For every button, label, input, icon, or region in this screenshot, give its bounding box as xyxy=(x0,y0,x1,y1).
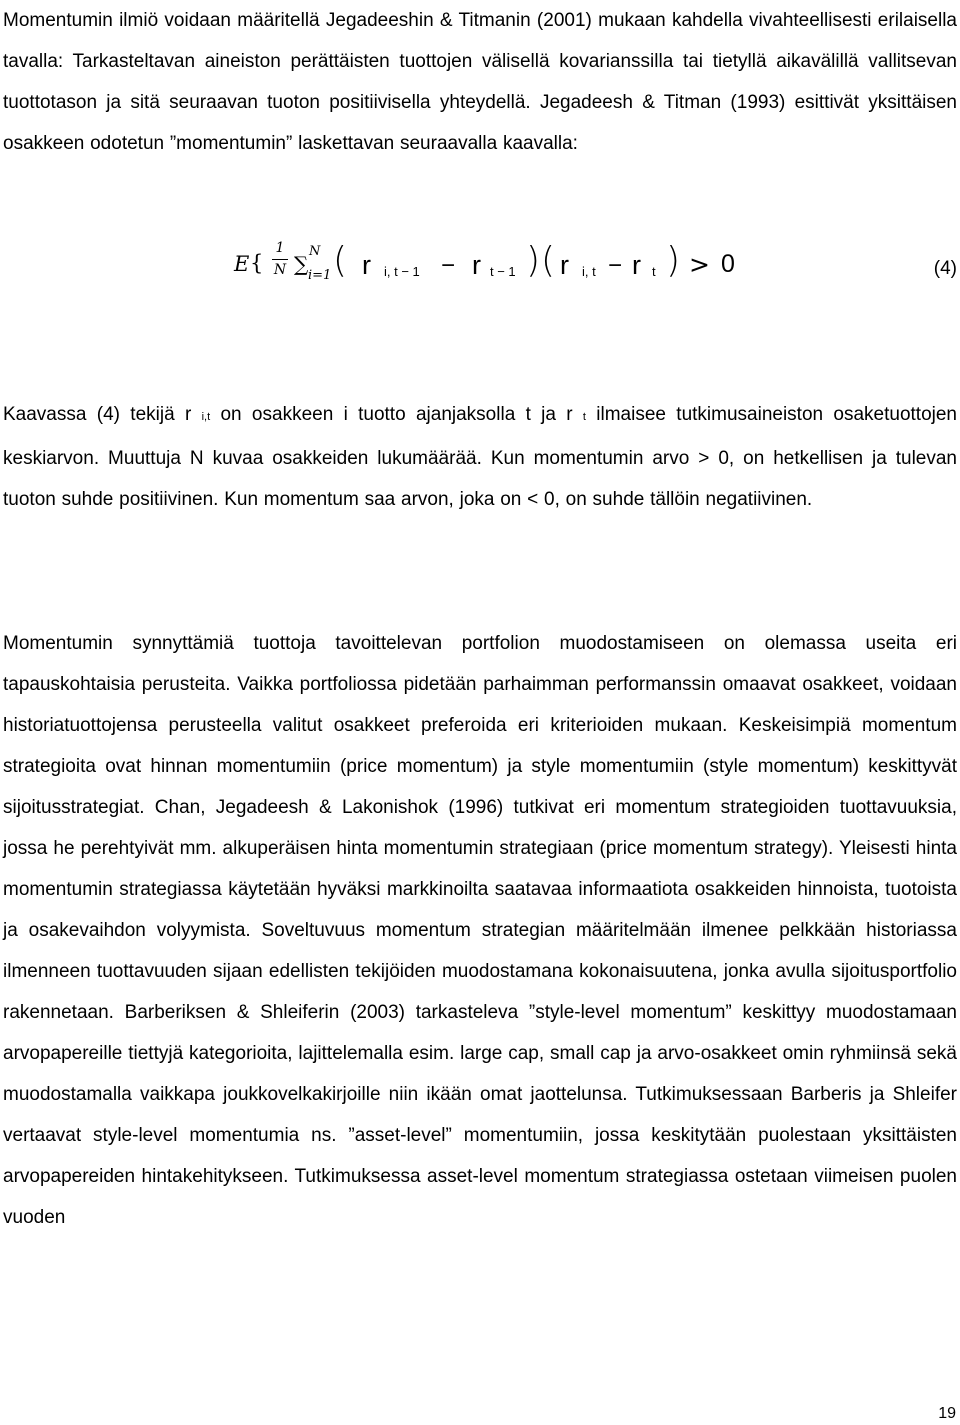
eq-greater-than: > xyxy=(689,250,710,279)
paragraph-explanation xyxy=(3,394,957,520)
eq-sub-t1: t − 1 xyxy=(490,264,516,279)
p2-text-1: Kaavassa (4) tekijä r xyxy=(3,404,202,425)
eq-r-2: r xyxy=(472,250,481,280)
eq-right-paren-2: ) xyxy=(666,240,681,281)
eq-frac-numerator: 1 xyxy=(275,240,285,256)
eq-right-paren-1: ) xyxy=(526,240,541,281)
eq-r-4: r xyxy=(632,250,641,280)
eq-sub-it1: i, t − 1 xyxy=(384,264,420,279)
eq-sigma-upper: N xyxy=(309,244,321,259)
equation-number: (4) xyxy=(933,258,957,279)
p2-text-2: on osakkeen i tuotto ajanjaksolla t ja r xyxy=(210,404,583,425)
p2-sub-t: t xyxy=(582,411,586,423)
eq-sigma-lower: i=1 xyxy=(308,268,332,283)
eq-r-3: r xyxy=(560,250,569,280)
paragraph-intro: Momentumin ilmiö voidaan määritellä Jegadeeshin & Titmanin (2001) mukaan kahdella vivahteellisesti erilaisella tavalla: Tarkasteltavan aineiston perättäisten tuottojen välisellä kovarianssilla tai tietyllä aikavälillä vallitsevan tuottotason ja sitä seuraavan tuoton positiivisella yhteydellä. Jegadeesh & Titman (1993) esittivät yksittäisen osakkeen odotetun ”momentumin” laskettavan seuraavalla kaavalla: xyxy=(3,10,957,154)
eq-minus-2: − xyxy=(608,252,623,279)
eq-sub-it: i, t xyxy=(582,264,596,279)
eq-sub-t: t xyxy=(652,264,656,279)
eq-minus-1: − xyxy=(441,252,456,279)
eq-expectation: E xyxy=(234,252,250,276)
eq-left-paren-2: ( xyxy=(541,240,556,281)
eq-r-1: r xyxy=(362,250,371,280)
paragraph-strategies: Momentumin synnyttämiä tuottoja tavoittelevan portfolion muodostamiseen on olemassa useita eri tapauskohtaisia perusteita. Vaikka portfoliossa pidetään parhaimman performanssin omaavat osakkeet, voidaan historiatuottojensa perusteella valitut osakkeet preferoida eri kriterioiden mukaan. Keskeisimpiä momentum strategioita ovat hinnan momentumiin (price momentum) ja style momentumiin (style momentum) keskittyvät sijoitusstrategiat. Chan, Jegadeesh & Lakonishok (1996) tutkivat eri momentum strategioiden tuottavuuksia, jossa he perehtyivät mm. alkuperäisen hinta momentumin strategiaan (price momentum strategy). Yleisesti hinta momentumin strategiassa käytetään hyväksi markkinoilta saatavaa informaatiota osakkeiden hinnoista, tuotoista ja osakevaihdon volyymista. Soveltuvuus momentum strategian määritelmään ilmenee pelkkään historiassa ilmenneen tuottavuuden sijaan edellisten tekijöiden muodostamana kokonaisuutena, jonka avulla sijoitusportfolio rakennetaan. Barberiksen & Shleiferin (2003) tarkasteleva ”style-level momentum” keskittyy muodostamaan arvopapereille tiettyjä kategorioita, lajittelemalla esim. large cap, small cap ja arvo-osakkeet omin ryhmiinsä sekä muodostamalla vaikkapa joukkovelkakirjoille niin ikään omat jaottelunsa. Tutkimuksessaan Barberis ja Shleifer vertaavat style-level momentumia ns. ”asset-level” momentumiin, jossa keskitytään puolestaan yksittäisten arvopapereiden hintakehitykseen. Tutkimuksessa asset-level momentum strategiassa ostetaan viimeisen puolen vuoden xyxy=(3,633,957,1228)
p2-sub-it: i,t xyxy=(201,411,211,423)
eq-brace: { xyxy=(250,251,264,275)
eq-fraction xyxy=(272,240,288,279)
eq-frac-denominator: N xyxy=(273,262,287,278)
eq-zero: 0 xyxy=(721,250,735,278)
page-number: 19 xyxy=(938,1405,956,1422)
p2-text-3: ilmaisee tutkimusaineiston osaketuottojen keskiarvon. Muuttuja N kuvaa osakkeiden lukumäärää. Kun momentumin arvo > 0, on hetkellisen ja tulevan tuoton suhde positiivinen. Kun momentum saa arvon, joka on < 0, on suhde tällöin negatiivinen. xyxy=(3,404,957,510)
momentum-equation xyxy=(234,238,834,298)
eq-sigma: ∑ xyxy=(294,252,309,276)
eq-frac-bar xyxy=(272,259,288,260)
eq-left-paren-1: ( xyxy=(333,240,348,281)
